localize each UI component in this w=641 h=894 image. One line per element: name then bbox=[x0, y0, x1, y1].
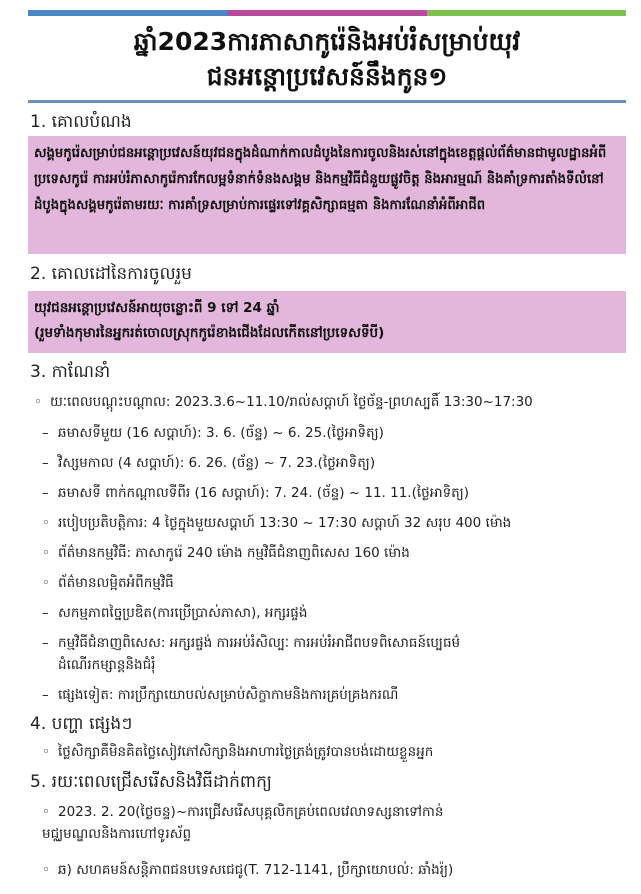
dash-bullet-icon: – bbox=[42, 687, 49, 703]
list-item: ◦ ឆ) សហគមន៍សន្តិភាពជនបទេសជេជូ(T. 712-1141, ប្រឹក្សាយោបល់: ឆាំងរ៉្យ) bbox=[42, 862, 454, 878]
section-1-body: សង្គមកូរ៉េសម្រាប់ជនអន្តោប្រវេសន៍យុវជនក្នុងដំណាក់កាលដំបូងនៃការចូលនិងរស់នៅក្នុងខេត្តផ្តល់ព័ត៌មានជាមូលដ្ឋានអំពីប្រទេសកូរ៉េ ការអប់រំភាសាកូរ៉េការកែលម្អទំនាក់ទំនងសង្គម និងកម្មវិធីជំនួយផ្លូវចិត្ត និងអារម្មណ៍ និងគាំទ្រការតាំងទីលំនៅដំបូងក្នុងសង្គមកូរ៉េតាមរយៈ ការគាំទ្រសម្រាប់ការផ្ទេរទៅវគ្គសិក្សាធម្មតា និងការណែនាំអំពីអាជីព bbox=[28, 136, 626, 254]
title-line-1: ឆ្នាំ2023ការភាសាកូរ៉េនិងអប់រំសម្រាប់យុវ bbox=[133, 27, 521, 56]
dash-bullet-icon: – bbox=[42, 425, 49, 441]
title-divider bbox=[28, 100, 626, 103]
list-item: ◦ 2023. 2. 20(ថ្ងៃចន្ទ)~ការជ្រើសរើសបុគ្គលិកគ្រប់ពេលវេលាទស្សនាទៅកាន់ bbox=[42, 804, 444, 820]
top-bar-magenta bbox=[227, 10, 426, 16]
top-bar-green bbox=[427, 10, 626, 16]
section-4-heading: 4. បញ្ហា ផ្សេងៗ bbox=[30, 714, 133, 734]
list-item-continuation: មជ្ឈមណ្ឌលនិងការហៅទូរស័ព្ទ bbox=[42, 826, 192, 842]
circle-bullet-icon: ◦ bbox=[42, 744, 50, 760]
section-5-heading: 5. រយៈពេលជ្រើសរើសនិងវិធីដាក់ពាក្យ bbox=[30, 772, 272, 792]
dash-bullet-icon: – bbox=[42, 635, 49, 651]
list-item: – កម្មវិធីជំនាញពិសេស: អក្សរផ្ចង់ ការអប់រំសិល្បៈ ការអប់រំអាជីពបទពិសោធន៍ប្បេធម៌ bbox=[42, 635, 461, 651]
list-item: – ផ្សេងទៀត: ការប្រឹក្សាយោបល់សម្រាប់សិក្ខាកាមនិងការគ្រប់គ្រងករណី bbox=[42, 687, 399, 703]
top-bar-blue bbox=[28, 10, 227, 16]
circle-bullet-icon: ◦ bbox=[42, 862, 50, 878]
page-title bbox=[28, 24, 626, 94]
top-color-bar bbox=[28, 10, 626, 16]
section-3-heading: 3. កាណែនាំ bbox=[30, 362, 111, 382]
dash-bullet-icon: – bbox=[42, 605, 49, 621]
circle-bullet-icon: ◦ bbox=[42, 804, 50, 820]
circle-bullet-icon: ◦ bbox=[34, 394, 42, 410]
list-item: – ឆមាសទីមួយ (16 សប្តាហ៍): 3. 6. (ច័ន្ទ) ~ 6. 25.(ថ្ងៃអាទិត្យ) bbox=[42, 425, 384, 441]
list-item: ◦ របៀបប្រតិបត្តិការ: 4 ថ្ងៃក្នុងមួយសប្តាហ៍ 13:30 ~ 17:30 សប្តាហ៍ 32 សរុប 400 ម៉ោង bbox=[42, 515, 512, 531]
list-item: ◦ យៈពេលបណ្តុះបណ្តាល: 2023.3.6~11.10/រាល់សប្តាហ៍ ថ្ងៃច័ន្ទ-ព្រហស្បតិ៍ 13:30~17:30 bbox=[34, 394, 533, 410]
title-line-2: ជនអន្តោប្រវេសន៍នឹងកូន១ bbox=[206, 62, 448, 91]
circle-bullet-icon: ◦ bbox=[42, 575, 50, 591]
list-item: – សកម្មភាពច្នៃប្រឌិត(ការប្រើប្រាស់ភាសា), អក្សរផ្ចង់ bbox=[42, 605, 308, 621]
section-2-body bbox=[28, 291, 626, 353]
list-item: – ឆមាសទី ពាក់កណ្តាលទីពីរ (16 សប្តាហ៍): 7. 24. (ច័ន្ទ) ~ 11. 11.(ថ្ងៃអាទិត្យ) bbox=[42, 485, 469, 501]
circle-bullet-icon: ◦ bbox=[42, 515, 50, 531]
list-item: – វិស្សមកាល (4 សប្តាហ៍): 6. 26. (ច័ន្ទ) ~ 7. 23.(ថ្ងៃអាទិត្យ) bbox=[42, 455, 376, 471]
list-item: ◦ ព័ត៌មានកម្មវិធី: ភាសាកូរ៉េ 240 ម៉ោង កម្មវិធីជំនាញពិសេស 160 ម៉ោង bbox=[42, 545, 410, 561]
dash-bullet-icon: – bbox=[42, 455, 49, 471]
list-item: ◦ ព័ត៌មានលម្អិតអំពីកម្មវិធី bbox=[42, 575, 174, 591]
list-item: ◦ ថ្លៃសិក្សាគឺមិនគិតថ្លៃសៀវភៅសិក្សានិងអាហារថ្ងៃត្រង់ត្រូវបានបង់ដោយខ្លួនអ្នក bbox=[42, 744, 434, 760]
eligibility-age: យុវជនអន្តោប្រវេសន៍អាយុចន្លោះពី 9 ទៅ 24 ឆ្នាំ bbox=[34, 300, 280, 316]
section-2-heading: 2. គោលដៅនៃការចូលរួម bbox=[30, 264, 192, 284]
circle-bullet-icon: ◦ bbox=[42, 545, 50, 561]
list-item-continuation: ដំណើរកម្សាន្តនិងជំរុំ bbox=[58, 657, 156, 673]
dash-bullet-icon: – bbox=[42, 485, 49, 501]
section-1-heading: 1. គោលបំណង bbox=[30, 112, 132, 132]
eligibility-note: (រួមទាំងកុមារនៃអ្នករត់ចោលស្រុកកូរ៉េខាងជើងដែលកើតនៅប្រទេសទីបី) bbox=[34, 325, 385, 341]
